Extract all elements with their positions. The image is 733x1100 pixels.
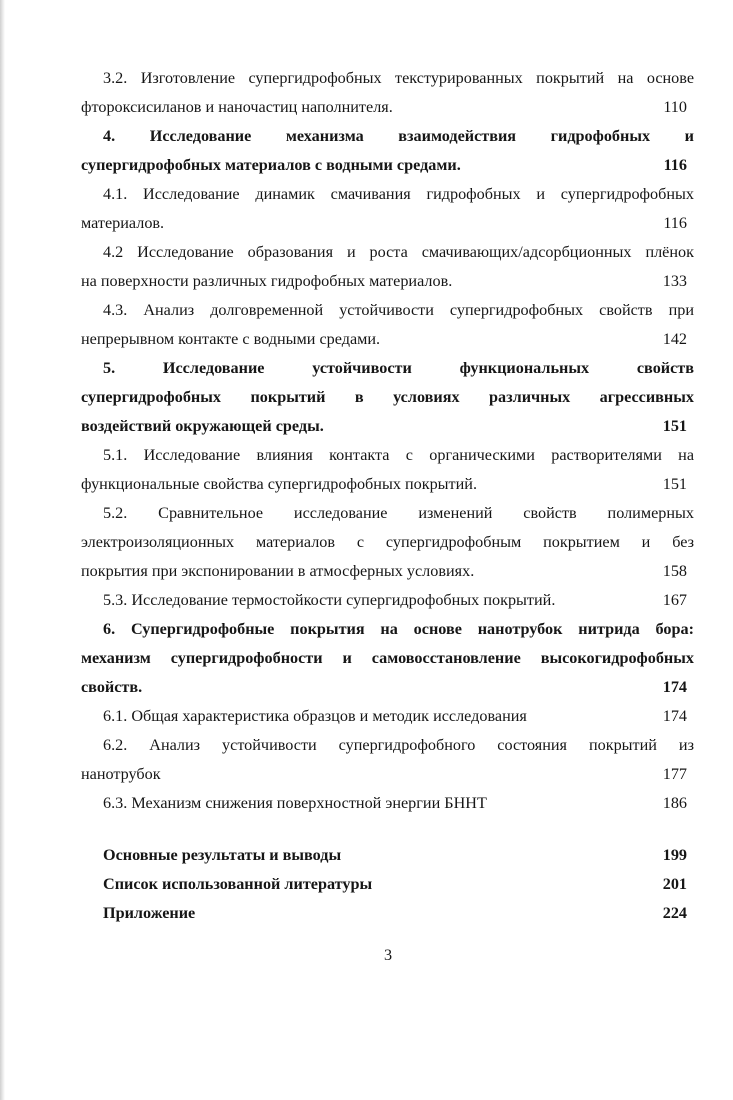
toc-entry-6-3[interactable] (0, 789, 733, 818)
toc-entry-5-1[interactable] (0, 441, 733, 499)
toc-page-number: 224 (662, 904, 687, 922)
toc-page-number: 201 (662, 875, 687, 893)
toc-entry-text: 6.1. Общая характеристика образцов и методик исследования (103, 707, 527, 725)
toc-entry-4-3[interactable] (0, 296, 733, 354)
toc-entry-text: 5.2. Сравнительное исследование изменений свойств полимерных (103, 504, 694, 522)
toc-entry-conclusions[interactable] (0, 841, 733, 870)
toc-entry-text: непрерывном контакте с водными средами. (81, 330, 381, 348)
toc-page-number: 151 (662, 417, 687, 435)
toc-page-number: 158 (662, 562, 687, 580)
toc-entry-text: воздействий окружающей среды. (81, 417, 324, 435)
toc-page-number: 177 (662, 765, 687, 783)
toc-entry-6-2[interactable] (0, 731, 733, 789)
toc-entry-text: свойств. (81, 678, 143, 696)
page-number: 3 (383, 946, 393, 964)
toc-entry-text: на поверхности различных гидрофобных материалов. (81, 272, 453, 290)
toc-entry-text: функциональные свойства супергидрофобных покрытий. (81, 475, 478, 493)
toc-entry-3-2[interactable] (0, 64, 733, 122)
toc-entry-text: 5.1. Исследование влияния контакта с органическими растворителями на (103, 446, 694, 464)
toc-page (0, 64, 733, 928)
toc-entry-text: Основные результаты и выводы (103, 846, 342, 864)
toc-entry-text: супергидрофобных материалов с водными средами. (81, 156, 461, 174)
toc-entry-text: 3.2. Изготовление супергидрофобных текстурированных покрытий на основе (103, 69, 694, 87)
toc-entry-text: 4.3. Анализ долговременной устойчивости супергидрофобных свойств при (103, 301, 694, 319)
toc-entry-4-1[interactable] (0, 180, 733, 238)
toc-entry-text: супергидрофобных покрытий в условиях различных агрессивных (81, 388, 694, 406)
toc-entry-text: 4.2 Исследование образования и роста смачивающих/адсорбционных плёнок (103, 243, 694, 261)
toc-entry-text: 6. Супергидрофобные покрытия на основе нанотрубок нитрида бора: (103, 620, 694, 638)
toc-entry-text: Список использованной литературы (103, 875, 373, 893)
toc-entry-appendix[interactable] (0, 899, 733, 928)
toc-page-number: 167 (662, 591, 687, 609)
toc-page-number: 110 (663, 98, 687, 116)
toc-entry-text: механизм супергидрофобности и самовосстановление высокогидрофобных (81, 649, 694, 667)
toc-entry-text: 5. Исследование устойчивости функциональных свойств (103, 359, 694, 377)
toc-entry-5-3[interactable] (0, 586, 733, 615)
toc-entry-references[interactable] (0, 870, 733, 899)
toc-page-number: 174 (662, 707, 687, 725)
toc-entry-chapter-4[interactable] (0, 122, 733, 180)
toc-page-number: 186 (662, 794, 687, 812)
toc-entry-text: Приложение (103, 904, 196, 922)
toc-page-number: 116 (663, 156, 687, 174)
toc-page-number: 142 (662, 330, 687, 348)
toc-entry-chapter-6[interactable] (0, 615, 733, 702)
toc-entry-text: покрытия при экспонировании в атмосферных условиях. (81, 562, 475, 580)
toc-page-number: 199 (662, 846, 687, 864)
toc-entry-text: 6.3. Механизм снижения поверхностной энергии БННТ (103, 794, 487, 812)
toc-entry-text: нанотрубок (81, 765, 161, 783)
toc-entry-chapter-5[interactable] (0, 354, 733, 441)
toc-page-number: 151 (662, 475, 687, 493)
toc-entry-5-2[interactable] (0, 499, 733, 586)
toc-page-number: 174 (662, 678, 687, 696)
toc-entry-text: фтороксисиланов и наночастиц наполнителя. (81, 98, 393, 116)
toc-page-number: 116 (663, 214, 687, 232)
section-gap (0, 818, 733, 841)
toc-entry-text: 4. Исследование механизма взаимодействия гидрофобных и (103, 127, 694, 145)
toc-entry-4-2[interactable] (0, 238, 733, 296)
toc-entry-text: материалов. (81, 214, 165, 232)
toc-entry-text: электроизоляционных материалов с супергидрофобным покрытием и без (81, 533, 694, 551)
toc-entry-text: 5.3. Исследование термостойкости супергидрофобных покрытий. (103, 591, 556, 609)
toc-entry-text: 4.1. Исследование динамик смачивания гидрофобных и супергидрофобных (103, 185, 694, 203)
toc-entry-6-1[interactable] (0, 702, 733, 731)
toc-page-number: 133 (662, 272, 687, 290)
toc-entry-text: 6.2. Анализ устойчивости супергидрофобного состояния покрытий из (103, 736, 694, 754)
